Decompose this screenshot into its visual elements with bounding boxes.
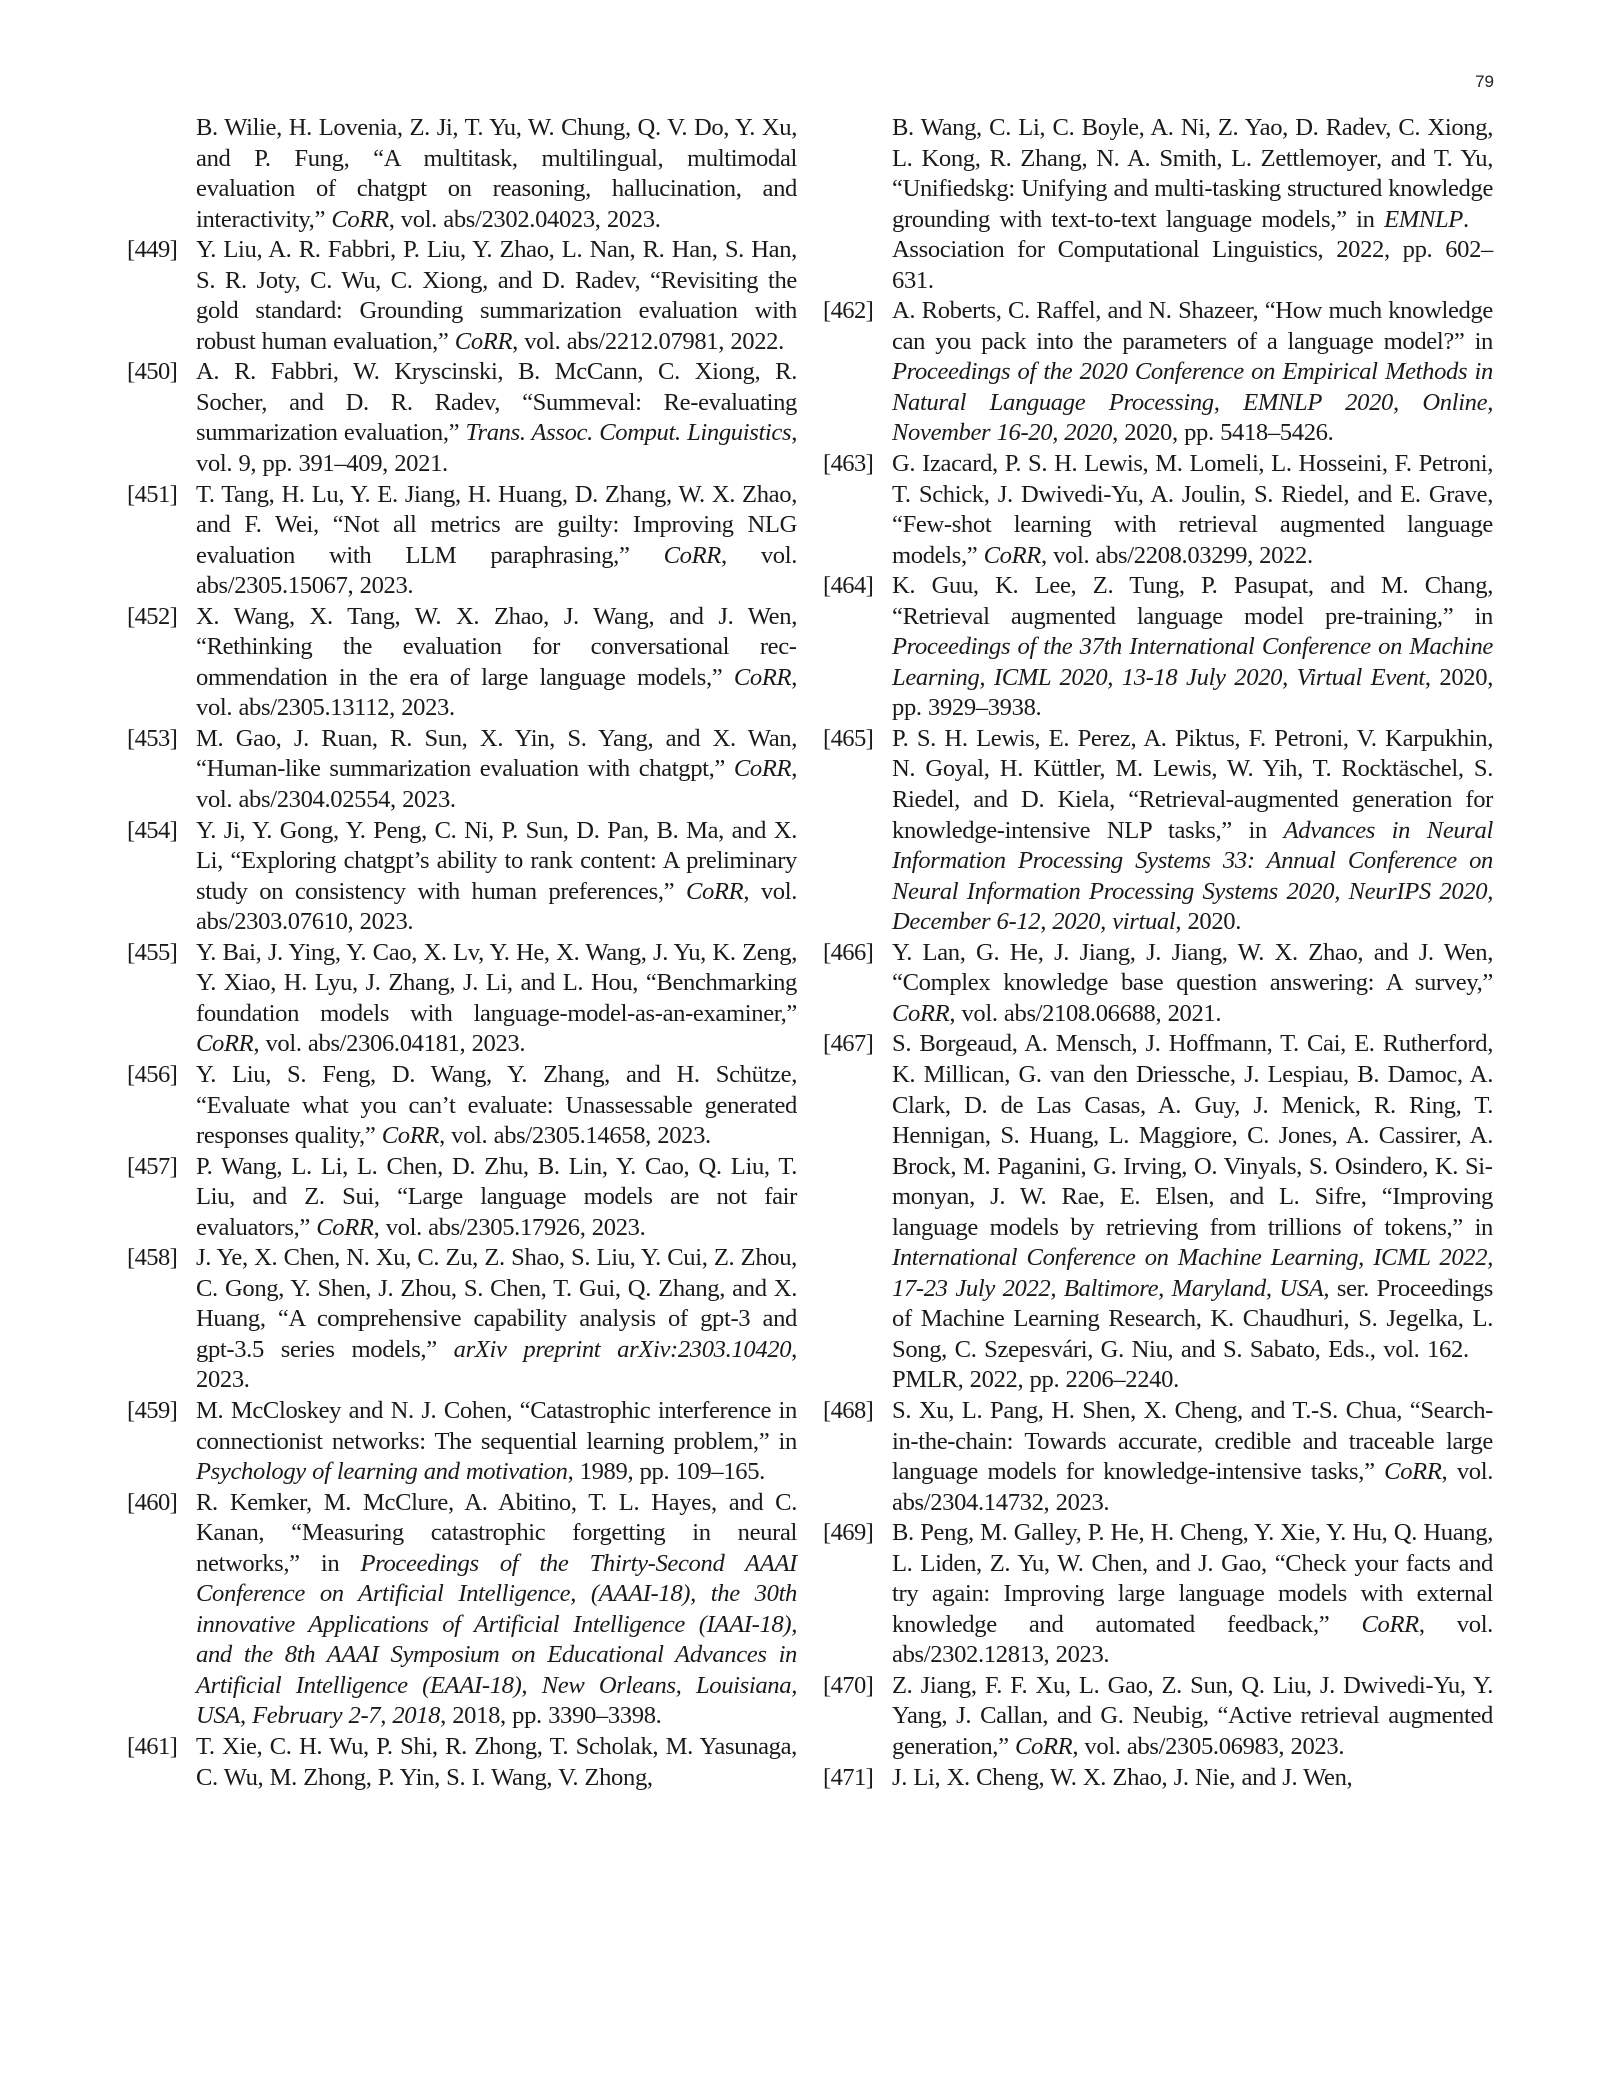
reference-number: [453]	[127, 724, 178, 752]
reference-number: [461]	[127, 1732, 178, 1760]
reference-text	[892, 1518, 1493, 1671]
reference-venue-italic: CoRR	[196, 1030, 254, 1058]
reference-number: [458]	[127, 1244, 178, 1272]
reference-venue-italic: Advances in Neural Information Processing Systems 33: Annual Conference on Neural Information Processing Systems 2020, NeurIPS 2020, December 6-12, 2020, virtual	[892, 816, 1493, 936]
reference-venue-italic: CoRR	[733, 755, 792, 783]
reference-text-segment: , vol. abs/2302.12813, 2023.	[892, 1610, 1493, 1669]
reference-entry	[823, 296, 1493, 449]
reference-text-segment: J. Li, X. Cheng, W. X. Zhao, J. Nie, and J. Wen,	[892, 1763, 1353, 1791]
reference-text-segment: M. Gao, J. Ruan, R. Sun, X. Yin, S. Yang, and X. Wan, “Human-like summarization evaluation with chatgpt,”	[196, 724, 797, 783]
reference-entry	[823, 938, 1493, 1030]
reference-text-segment: S. Borgeaud, A. Mensch, J. Hoffmann, T. Cai, E. Rutherford, K. Millican, G. van den Driessche, J. Lespiau, B. Damoc, A. Clark, D. de Las Casas, A. Guy, J. Menick, R. Ring, T. Hennigan, S. Huang, L. Maggiore, C. Jones, A. Cassirer, A. Brock, M. Paganini, G. Irving, O. Vinyals, S. Osindero, K. Simonyan, J. W. Rae, E. Elsen, and L. Sifre, “Improving language models by retrieving from trillions of tokens,” in	[892, 1030, 1493, 1241]
reference-text-segment: , vol. abs/2108.06688, 2021.	[949, 999, 1222, 1027]
reference-text-segment: T. Xie, C. H. Wu, P. Shi, R. Zhong, T. Scholak, M. Yasunaga, C. Wu, M. Zhong, P. Yin, S. I. Wang, V. Zhong,	[196, 1732, 797, 1791]
reference-text-segment: , 2018, pp. 3390–3398.	[440, 1702, 662, 1730]
reference-text-segment: . Association for Computational Linguistics, 2022, pp. 602–631.	[892, 205, 1493, 294]
reference-number: [452]	[127, 602, 178, 630]
reference-text-segment: , vol. abs/2303.07610, 2023.	[196, 877, 797, 936]
reference-entry	[823, 571, 1493, 724]
reference-entry	[127, 1152, 797, 1244]
reference-entry	[127, 938, 797, 1060]
reference-entry	[127, 357, 797, 479]
reference-text-segment: , 2020, pp. 5418–5426.	[1112, 419, 1334, 447]
reference-text	[196, 1243, 797, 1396]
reference-text-segment: , vol. abs/2304.14732, 2023.	[892, 1458, 1494, 1516]
reference-text	[196, 480, 797, 602]
reference-text	[892, 1396, 1493, 1518]
reference-number: [449]	[127, 236, 178, 264]
reference-entry	[127, 724, 797, 816]
reference-venue-italic: Psychology of learning and motivation	[196, 1458, 568, 1486]
reference-text-segment: , 2020, pp. 3929–3938.	[892, 663, 1493, 722]
reference-entry	[127, 816, 797, 938]
reference-text-segment: , 1989, pp. 109–165.	[567, 1458, 765, 1486]
reference-text-segment: P. Wang, L. Li, L. Chen, D. Zhu, B. Lin, Y. Cao, Q. Liu, T. Liu, and Z. Sui, “Large language models are not fair evaluators,”	[196, 1152, 797, 1241]
reference-text-segment: , vol. abs/2302.04023, 2023.	[388, 205, 661, 233]
reference-entry	[823, 1763, 1493, 1794]
reference-text-segment: Y. Liu, S. Feng, D. Wang, Y. Zhang, and H. Schütze, “Evaluate what you can’t evaluate: Unassessable generated responses quality,”	[196, 1060, 797, 1150]
reference-entry-continued	[823, 113, 1493, 296]
reference-entry	[127, 1396, 797, 1488]
reference-text-segment: J. Ye, X. Chen, N. Xu, C. Zu, Z. Shao, S. Liu, Y. Cui, Z. Zhou, C. Gong, Y. Shen, J. Zhou, S. Chen, T. Gui, Q. Zhang, and X. Huang, “A comprehensive capability analysis of gpt-3 and gpt-3.5 series models,”	[196, 1244, 797, 1363]
reference-venue-italic: EMNLP	[1384, 205, 1463, 233]
reference-text	[196, 357, 797, 479]
reference-venue-italic: CoRR	[381, 1122, 440, 1150]
reference-entry	[127, 1243, 797, 1396]
reference-text-segment: Y. Liu, A. R. Fabbri, P. Liu, Y. Zhao, L. Nan, R. Han, S. Han, S. R. Joty, C. Wu, C. Xiong, and D. Radev, “Revisiting the gold standard: Grounding summarization evaluation with robust human evaluation,”	[196, 236, 797, 355]
reference-number: [462]	[823, 297, 874, 325]
reference-text	[196, 1488, 797, 1732]
reference-venue-italic: Proceedings of the 2020 Conference on Empirical Methods in Natural Language Processing, EMNLP 2020, Online, November 16-20, 2020	[892, 358, 1493, 447]
reference-text-segment: K. Guu, K. Lee, Z. Tung, P. Pasupat, and M. Chang, “Retrieval augmented language model pre-training,” in	[892, 572, 1493, 630]
reference-number: [456]	[127, 1060, 178, 1088]
reference-text-segment: T. Tang, H. Lu, Y. E. Jiang, H. Huang, D. Zhang, W. X. Zhao, and F. Wei, “Not all metrics are guilty: Improving NLG evaluation with LLM paraphrasing,”	[196, 480, 797, 569]
reference-text	[892, 571, 1493, 724]
reference-text-segment: , vol. abs/2305.13112, 2023.	[196, 663, 797, 722]
reference-number: [454]	[127, 816, 178, 844]
reference-text	[196, 938, 797, 1060]
reference-number: [464]	[823, 572, 874, 600]
reference-number: [457]	[127, 1152, 178, 1180]
reference-text	[892, 1671, 1493, 1763]
reference-number: [463]	[823, 450, 874, 478]
reference-number: [460]	[127, 1488, 178, 1516]
reference-text-segment: , vol. abs/2305.17926, 2023.	[373, 1213, 646, 1241]
reference-text-segment: , vol. abs/2306.04181, 2023.	[253, 1030, 526, 1058]
reference-text-segment: , vol. abs/2305.15067, 2023.	[196, 541, 797, 600]
reference-venue-italic: CoRR	[454, 327, 513, 355]
reference-text-segment: X. Wang, X. Tang, W. X. Zhao, J. Wang, and J. Wen, “Rethinking the evaluation for conversational recommendation in the era of large language models,”	[196, 602, 797, 691]
reference-text-segment: P. S. H. Lewis, E. Perez, A. Piktus, F. Petroni, V. Karpukhin, N. Goyal, H. Küttler, M. Lewis, W. Yih, T. Rocktäschel, S. Riedel, and D. Kiela, “Retrieval-augmented generation for knowledge-intensive NLP tasks,” in	[892, 724, 1493, 844]
references-right-column	[823, 113, 1493, 1793]
reference-venue-italic: CoRR	[331, 205, 389, 233]
page-number: 79	[1475, 72, 1494, 91]
reference-text-segment: B. Peng, M. Galley, P. He, H. Cheng, Y. Xie, Y. Hu, Q. Huang, L. Liden, Z. Yu, W. Chen, and J. Gao, “Check your facts and try again: Improving large language models with external knowledge and automated feedback,”	[892, 1519, 1493, 1638]
reference-text	[196, 724, 797, 816]
reference-entry	[127, 1488, 797, 1732]
reference-venue-italic: CoRR	[1384, 1458, 1442, 1486]
reference-text-segment: Y. Lan, G. He, J. Jiang, J. Jiang, W. X. Zhao, and J. Wen, “Complex knowledge base question answering: A survey,”	[892, 938, 1493, 997]
reference-text	[196, 1152, 797, 1244]
reference-text	[196, 1396, 797, 1488]
reference-entry	[823, 449, 1493, 571]
reference-number: [470]	[823, 1671, 874, 1699]
reference-text-segment: S. Xu, L. Pang, H. Shen, X. Cheng, and T.-S. Chua, “Search-in-the-chain: Towards accurate, credible and traceable large language models for knowledge-intensive tasks,”	[892, 1396, 1493, 1486]
reference-venue-italic: CoRR	[983, 541, 1041, 569]
reference-number: [466]	[823, 938, 874, 966]
reference-text-segment: , vol. abs/2305.06983, 2023.	[1072, 1732, 1345, 1760]
reference-text	[196, 113, 797, 235]
reference-venue-italic: CoRR	[685, 877, 744, 905]
reference-number: [455]	[127, 938, 178, 966]
reference-entry-continued	[127, 113, 797, 235]
reference-entry	[823, 1671, 1493, 1763]
reference-venue-italic: Proceedings of the Thirty-Second AAAI Conference on Artificial Intelligence, (AAAI-18), the 30th innovative Applications of Artificial Intelligence (IAAI-18), and the 8th AAAI Symposium on Educational Advances in Artificial Intelligence (EAAI-18), New Orleans, Louisiana, USA, February 2-7, 2018	[196, 1549, 797, 1730]
reference-text-segment: , vol. 9, pp. 391–409, 2021.	[196, 419, 798, 478]
reference-entry	[127, 1732, 797, 1793]
reference-text	[892, 449, 1493, 571]
reference-entry	[823, 724, 1493, 938]
reference-number: [469]	[823, 1519, 874, 1547]
reference-text-segment: , vol. abs/2305.14658, 2023.	[439, 1122, 711, 1150]
reference-venue-italic: Trans. Assoc. Comput. Linguistics	[465, 419, 792, 447]
reference-text-segment: A. Roberts, C. Raffel, and N. Shazeer, “How much knowledge can you pack into the parameters of a language model?” in	[892, 297, 1493, 355]
reference-entry	[127, 235, 797, 357]
reference-entry	[127, 1060, 797, 1152]
reference-text	[892, 724, 1493, 938]
reference-number: [450]	[127, 358, 178, 386]
reference-text-segment: , vol. abs/2212.07981, 2022.	[512, 327, 784, 355]
reference-text	[892, 938, 1493, 1030]
reference-entry	[823, 1029, 1493, 1396]
reference-number: [471]	[823, 1763, 874, 1791]
reference-text-segment: B. Wang, C. Li, C. Boyle, A. Ni, Z. Yao, D. Radev, C. Xiong, L. Kong, R. Zhang, N. A. Smith, L. Zettlemoyer, and T. Yu, “Unifiedskg: Unifying and multi-tasking structured knowledge grounding with text-to-text language models,” in	[892, 114, 1494, 233]
reference-number: [467]	[823, 1030, 874, 1058]
reference-number: [468]	[823, 1396, 874, 1424]
reference-text-segment: B. Wilie, H. Lovenia, Z. Ji, T. Yu, W. Chung, Q. V. Do, Y. Xu, and P. Fung, “A multitask, multilingual, multimodal evaluation of chatgpt on reasoning, hallucination, and interactivity,”	[196, 114, 797, 233]
reference-venue-italic: Proceedings of the 37th International Conference on Machine Learning, ICML 2020, 13-18 July 2020, Virtual Event	[892, 633, 1493, 691]
reference-venue-italic: CoRR	[663, 541, 721, 569]
reference-text	[196, 235, 797, 357]
reference-text-segment: Z. Jiang, F. F. Xu, L. Gao, Z. Sun, Q. Liu, J. Dwivedi-Yu, Y. Yang, J. Callan, and G. Neubig, “Active retrieval augmented generation,”	[892, 1671, 1493, 1760]
reference-text	[892, 296, 1493, 449]
reference-venue-italic: CoRR	[1014, 1732, 1073, 1760]
reference-venue-italic: CoRR	[1361, 1610, 1419, 1638]
reference-text	[196, 1732, 797, 1793]
reference-number: [465]	[823, 724, 874, 752]
reference-text-segment: R. Kemker, M. McClure, A. Abitino, T. L. Hayes, and C. Kanan, “Measuring catastrophic forgetting in neural networks,” in	[196, 1488, 797, 1577]
reference-number: [451]	[127, 480, 178, 508]
reference-entry	[127, 480, 797, 602]
reference-text	[892, 113, 1493, 296]
reference-text	[196, 602, 797, 724]
reference-text-segment: , 2020.	[1175, 908, 1242, 936]
reference-venue-italic: CoRR	[316, 1213, 374, 1241]
reference-text	[196, 1060, 797, 1152]
reference-text	[196, 816, 797, 938]
reference-venue-italic: CoRR	[733, 663, 792, 691]
reference-text-segment: , ser. Proceedings of Machine Learning Research, K. Chaudhuri, S. Jegelka, L. Song, C. Szepesvári, G. Niu, and S. Sabato, Eds., vol. 162. PMLR, 2022, pp. 2206–2240.	[892, 1274, 1494, 1394]
reference-text-segment: Y. Bai, J. Ying, Y. Cao, X. Lv, Y. He, X. Wang, J. Yu, K. Zeng, Y. Xiao, H. Lyu, J. Zhang, J. Li, and L. Hou, “Benchmarking foundation models with language-model-as-an-examiner,”	[196, 938, 797, 1027]
reference-text-segment: Y. Ji, Y. Gong, Y. Peng, C. Ni, P. Sun, D. Pan, B. Ma, and X. Li, “Exploring chatgpt’s ability to rank content: A preliminary study on consistency with human preferences,”	[196, 816, 797, 905]
reference-text	[892, 1763, 1493, 1794]
reference-number: [459]	[127, 1396, 178, 1424]
reference-venue-italic: International Conference on Machine Learning, ICML 2022, 17-23 July 2022, Baltimore, Maryland, USA	[892, 1244, 1493, 1302]
reference-text-segment: , vol. abs/2208.03299, 2022.	[1040, 541, 1313, 569]
reference-text	[892, 1029, 1493, 1396]
reference-entry	[823, 1518, 1493, 1671]
references-left-column	[127, 113, 797, 1793]
reference-text-segment: , 2023.	[196, 1335, 797, 1394]
reference-venue-italic: arXiv preprint arXiv:2303.10420	[453, 1335, 792, 1363]
reference-entry	[127, 602, 797, 724]
reference-text-segment: A. R. Fabbri, W. Kryscinski, B. McCann, C. Xiong, R. Socher, and D. R. Radev, “Summeval: Re-evaluating summarization evaluation,”	[196, 358, 797, 447]
reference-text-segment: , vol. abs/2304.02554, 2023.	[196, 755, 797, 814]
reference-text-segment: M. McCloskey and N. J. Cohen, “Catastrophic interference in connectionist networks: The sequential learning problem,” in	[196, 1396, 797, 1455]
reference-text-segment: G. Izacard, P. S. H. Lewis, M. Lomeli, L. Hosseini, F. Petroni, T. Schick, J. Dwivedi-Yu, A. Joulin, S. Riedel, and E. Grave, “Few-shot learning with retrieval augmented language models,”	[892, 450, 1493, 569]
reference-venue-italic: CoRR	[892, 999, 950, 1027]
reference-entry	[823, 1396, 1493, 1518]
